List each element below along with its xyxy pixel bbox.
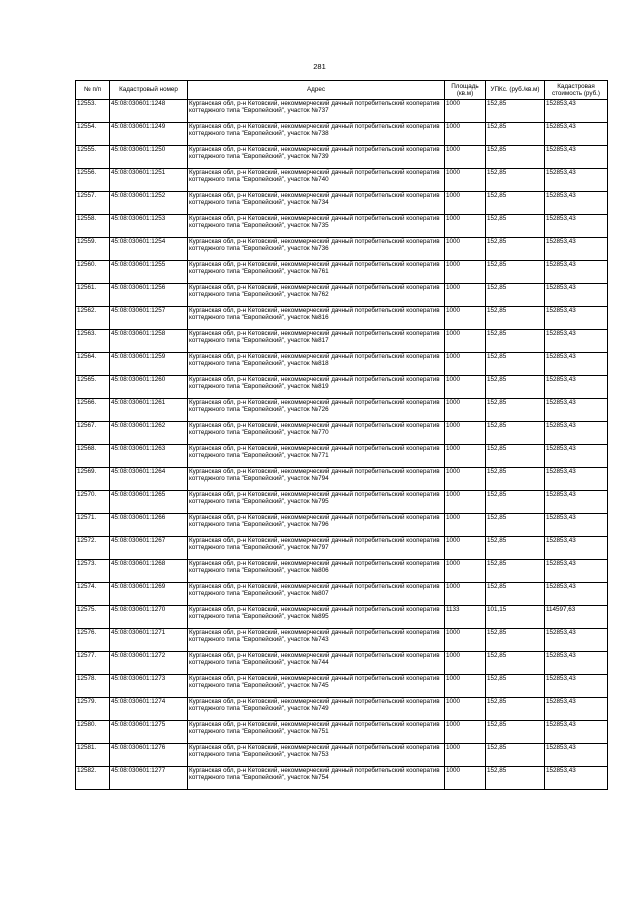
table-header-row	[76, 81, 608, 100]
table-row	[76, 376, 608, 399]
cell-num: 12577.	[76, 652, 110, 675]
cell-area: 1000	[445, 514, 486, 537]
cell-cadastral: 45:08:030601:1253	[110, 215, 188, 238]
header-num: № п/п	[76, 81, 110, 100]
cell-upks: 152,85	[486, 238, 545, 261]
cell-cadastral: 45:08:030601:1274	[110, 698, 188, 721]
cell-area: 1000	[445, 169, 486, 192]
cell-cadastral: 45:08:030601:1259	[110, 353, 188, 376]
cell-num: 12568.	[76, 445, 110, 468]
cell-num: 12554.	[76, 123, 110, 146]
cell-upks: 152,85	[486, 491, 545, 514]
cell-cost: 152853,43	[545, 514, 608, 537]
cell-num: 12571.	[76, 514, 110, 537]
cell-address: Курганская обл, р-н Кетовский, некоммерческий дачный потребительский кооператив коттеджного типа "Европейский", участок №740	[188, 169, 445, 192]
cell-num: 12579.	[76, 698, 110, 721]
cell-address: Курганская обл, р-н Кетовский, некоммерческий дачный потребительский кооператив коттеджного типа "Европейский", участок №754	[188, 767, 445, 790]
cell-num: 12553.	[76, 100, 110, 123]
cell-upks: 152,85	[486, 376, 545, 399]
table-row	[76, 652, 608, 675]
cell-area: 1000	[445, 422, 486, 445]
cell-cadastral: 45:08:030601:1248	[110, 100, 188, 123]
cell-address: Курганская обл, р-н Кетовский, некоммерческий дачный потребительский кооператив коттеджного типа "Европейский", участок №749	[188, 698, 445, 721]
table-row	[76, 215, 608, 238]
cell-cadastral: 45:08:030601:1270	[110, 606, 188, 629]
cell-area: 1000	[445, 238, 486, 261]
cell-cadastral: 45:08:030601:1255	[110, 261, 188, 284]
cell-cadastral: 45:08:030601:1263	[110, 445, 188, 468]
cell-upks: 152,85	[486, 330, 545, 353]
cell-cost: 152853,43	[545, 399, 608, 422]
cell-cost: 152853,43	[545, 123, 608, 146]
cell-cadastral: 45:08:030601:1250	[110, 146, 188, 169]
cell-cadastral: 45:08:030601:1260	[110, 376, 188, 399]
cell-num: 12557.	[76, 192, 110, 215]
cell-area: 1000	[445, 215, 486, 238]
cell-cost: 152853,43	[545, 583, 608, 606]
cell-address: Курганская обл, р-н Кетовский, некоммерческий дачный потребительский кооператив коттеджного типа "Европейский", участок №796	[188, 514, 445, 537]
table-row	[76, 583, 608, 606]
cell-area: 1000	[445, 560, 486, 583]
cell-area: 1000	[445, 721, 486, 744]
cell-cost: 152853,43	[545, 422, 608, 445]
cell-cadastral: 45:08:030601:1271	[110, 629, 188, 652]
cell-cost: 152853,43	[545, 192, 608, 215]
cell-area: 1000	[445, 537, 486, 560]
cell-cadastral: 45:08:030601:1264	[110, 468, 188, 491]
cell-upks: 152,85	[486, 468, 545, 491]
cell-address: Курганская обл, р-н Кетовский, некоммерческий дачный потребительский кооператив коттеджного типа "Европейский", участок №737	[188, 100, 445, 123]
cell-cost: 152853,43	[545, 537, 608, 560]
cell-upks: 152,85	[486, 100, 545, 123]
cell-address: Курганская обл, р-н Кетовский, некоммерческий дачный потребительский кооператив коттеджного типа "Европейский", участок №816	[188, 307, 445, 330]
header-area: Площадь (кв.м)	[445, 81, 486, 100]
cell-address: Курганская обл, р-н Кетовский, некоммерческий дачный потребительский кооператив коттеджного типа "Европейский", участок №735	[188, 215, 445, 238]
cell-cadastral: 45:08:030601:1252	[110, 192, 188, 215]
cell-upks: 152,85	[486, 629, 545, 652]
cell-cadastral: 45:08:030601:1266	[110, 514, 188, 537]
cell-area: 1000	[445, 445, 486, 468]
cell-cadastral: 45:08:030601:1261	[110, 399, 188, 422]
cell-address: Курганская обл, р-н Кетовский, некоммерческий дачный потребительский кооператив коттеджного типа "Европейский", участок №736	[188, 238, 445, 261]
cell-address: Курганская обл, р-н Кетовский, некоммерческий дачный потребительский кооператив коттеджного типа "Европейский", участок №807	[188, 583, 445, 606]
cell-upks: 152,85	[486, 123, 545, 146]
cell-num: 12578.	[76, 675, 110, 698]
cell-upks: 152,85	[486, 583, 545, 606]
cell-address: Курганская обл, р-н Кетовский, некоммерческий дачный потребительский кооператив коттеджного типа "Европейский", участок №819	[188, 376, 445, 399]
cell-cost: 152853,43	[545, 330, 608, 353]
cell-cost: 152853,43	[545, 284, 608, 307]
cell-address: Курганская обл, р-н Кетовский, некоммерческий дачный потребительский кооператив коттеджного типа "Европейский", участок №806	[188, 560, 445, 583]
table-row	[76, 353, 608, 376]
cell-num: 12580.	[76, 721, 110, 744]
cell-upks: 152,85	[486, 169, 545, 192]
table-body	[76, 100, 608, 790]
cell-area: 1000	[445, 100, 486, 123]
cell-address: Курганская обл, р-н Кетовский, некоммерческий дачный потребительский кооператив коттеджного типа "Европейский", участок №794	[188, 468, 445, 491]
cell-cost: 152853,43	[545, 629, 608, 652]
cell-area: 1000	[445, 744, 486, 767]
table-row	[76, 744, 608, 767]
cell-address: Курганская обл, р-н Кетовский, некоммерческий дачный потребительский кооператив коттеджного типа "Европейский", участок №738	[188, 123, 445, 146]
cadastral-table	[75, 80, 608, 790]
cell-upks: 152,85	[486, 767, 545, 790]
cell-address: Курганская обл, р-н Кетовский, некоммерческий дачный потребительский кооператив коттеджного типа "Европейский", участок №726	[188, 399, 445, 422]
cell-address: Курганская обл, р-н Кетовский, некоммерческий дачный потребительский кооператив коттеджного типа "Европейский", участок №751	[188, 721, 445, 744]
cell-num: 12555.	[76, 146, 110, 169]
table-row	[76, 468, 608, 491]
table-row	[76, 192, 608, 215]
cell-cadastral: 45:08:030601:1256	[110, 284, 188, 307]
cell-upks: 152,85	[486, 744, 545, 767]
cell-num: 12570.	[76, 491, 110, 514]
cell-area: 1000	[445, 123, 486, 146]
table-row	[76, 284, 608, 307]
cell-upks: 152,85	[486, 146, 545, 169]
table-row	[76, 537, 608, 560]
cell-cost: 152853,43	[545, 146, 608, 169]
table-row	[76, 238, 608, 261]
cell-cost: 152853,43	[545, 445, 608, 468]
table-row	[76, 146, 608, 169]
cell-num: 12567.	[76, 422, 110, 445]
cell-num: 12569.	[76, 468, 110, 491]
cell-upks: 152,85	[486, 261, 545, 284]
cell-address: Курганская обл, р-н Кетовский, некоммерческий дачный потребительский кооператив коттеджного типа "Европейский", участок №818	[188, 353, 445, 376]
table-row	[76, 100, 608, 123]
table-row	[76, 169, 608, 192]
cell-cadastral: 45:08:030601:1254	[110, 238, 188, 261]
cell-num: 12563.	[76, 330, 110, 353]
cell-cost: 152853,43	[545, 261, 608, 284]
table-row	[76, 514, 608, 537]
cell-area: 1000	[445, 330, 486, 353]
cell-cost: 152853,43	[545, 468, 608, 491]
cell-num: 12564.	[76, 353, 110, 376]
cell-cadastral: 45:08:030601:1273	[110, 675, 188, 698]
cell-cost: 152853,43	[545, 307, 608, 330]
cell-cost: 152853,43	[545, 376, 608, 399]
cell-area: 1000	[445, 767, 486, 790]
cell-num: 12565.	[76, 376, 110, 399]
cell-area: 1000	[445, 376, 486, 399]
table-row	[76, 330, 608, 353]
cell-address: Курганская обл, р-н Кетовский, некоммерческий дачный потребительский кооператив коттеджного типа "Европейский", участок №797	[188, 537, 445, 560]
cell-num: 12559.	[76, 238, 110, 261]
table-row	[76, 491, 608, 514]
cell-upks: 152,85	[486, 514, 545, 537]
cell-area: 1000	[445, 629, 486, 652]
cell-num: 12576.	[76, 629, 110, 652]
cell-area: 1000	[445, 399, 486, 422]
cell-address: Курганская обл, р-н Кетовский, некоммерческий дачный потребительский кооператив коттеджного типа "Европейский", участок №734	[188, 192, 445, 215]
table-row	[76, 261, 608, 284]
cell-area: 1000	[445, 491, 486, 514]
cell-upks: 152,85	[486, 399, 545, 422]
cell-cadastral: 45:08:030601:1262	[110, 422, 188, 445]
header-cadastral: Кадастровый номер	[110, 81, 188, 100]
table-row	[76, 445, 608, 468]
cell-cost: 152853,43	[545, 100, 608, 123]
table-row	[76, 422, 608, 445]
cell-upks: 152,85	[486, 422, 545, 445]
cell-address: Курганская обл, р-н Кетовский, некоммерческий дачный потребительский кооператив коттеджного типа "Европейский", участок №771	[188, 445, 445, 468]
cell-cost: 114597,63	[545, 606, 608, 629]
cell-address: Курганская обл, р-н Кетовский, некоммерческий дачный потребительский кооператив коттеджного типа "Европейский", участок №743	[188, 629, 445, 652]
table-row	[76, 399, 608, 422]
cell-area: 1000	[445, 353, 486, 376]
cell-area: 1000	[445, 652, 486, 675]
cell-cost: 152853,43	[545, 675, 608, 698]
table-row	[76, 606, 608, 629]
cell-address: Курганская обл, р-н Кетовский, некоммерческий дачный потребительский кооператив коттеджного типа "Европейский", участок №761	[188, 261, 445, 284]
cell-cost: 152853,43	[545, 353, 608, 376]
cell-upks: 152,85	[486, 445, 545, 468]
cell-cadastral: 45:08:030601:1258	[110, 330, 188, 353]
cell-address: Курганская обл, р-н Кетовский, некоммерческий дачный потребительский кооператив коттеджного типа "Европейский", участок №770	[188, 422, 445, 445]
header-cost: Кадастровая стоимость (руб.)	[545, 81, 608, 100]
cell-upks: 152,85	[486, 215, 545, 238]
cell-area: 1000	[445, 307, 486, 330]
cell-upks: 152,85	[486, 284, 545, 307]
cell-address: Курганская обл, р-н Кетовский, некоммерческий дачный потребительский кооператив коттеджного типа "Европейский", участок №795	[188, 491, 445, 514]
cell-address: Курганская обл, р-н Кетовский, некоммерческий дачный потребительский кооператив коттеджного типа "Европейский", участок №762	[188, 284, 445, 307]
cell-address: Курганская обл, р-н Кетовский, некоммерческий дачный потребительский кооператив коттеджного типа "Европейский", участок №739	[188, 146, 445, 169]
cell-area: 1000	[445, 146, 486, 169]
cell-area: 1133	[445, 606, 486, 629]
cell-upks: 152,85	[486, 721, 545, 744]
table-row	[76, 307, 608, 330]
cell-num: 12573.	[76, 560, 110, 583]
cell-address: Курганская обл, р-н Кетовский, некоммерческий дачный потребительский кооператив коттеджного типа "Европейский", участок №895	[188, 606, 445, 629]
cell-num: 12560.	[76, 261, 110, 284]
cell-num: 12558.	[76, 215, 110, 238]
table-row	[76, 767, 608, 790]
cell-area: 1000	[445, 675, 486, 698]
cell-num: 12556.	[76, 169, 110, 192]
cell-cost: 152853,43	[545, 238, 608, 261]
cell-cadastral: 45:08:030601:1277	[110, 767, 188, 790]
cell-cost: 152853,43	[545, 721, 608, 744]
cell-cadastral: 45:08:030601:1276	[110, 744, 188, 767]
cell-cadastral: 45:08:030601:1249	[110, 123, 188, 146]
cell-num: 12582.	[76, 767, 110, 790]
cell-upks: 152,85	[486, 698, 545, 721]
cell-cost: 152853,43	[545, 698, 608, 721]
cell-upks: 152,85	[486, 353, 545, 376]
cell-num: 12562.	[76, 307, 110, 330]
cell-upks: 152,85	[486, 307, 545, 330]
cell-address: Курганская обл, р-н Кетовский, некоммерческий дачный потребительский кооператив коттеджного типа "Европейский", участок №745	[188, 675, 445, 698]
cell-address: Курганская обл, р-н Кетовский, некоммерческий дачный потребительский кооператив коттеджного типа "Европейский", участок №817	[188, 330, 445, 353]
cell-num: 12561.	[76, 284, 110, 307]
cell-area: 1000	[445, 583, 486, 606]
table-row	[76, 698, 608, 721]
cell-cadastral: 45:08:030601:1272	[110, 652, 188, 675]
cell-area: 1000	[445, 468, 486, 491]
cell-cost: 152853,43	[545, 215, 608, 238]
cell-area: 1000	[445, 261, 486, 284]
cell-cadastral: 45:08:030601:1269	[110, 583, 188, 606]
cell-cadastral: 45:08:030601:1265	[110, 491, 188, 514]
cell-num: 12575.	[76, 606, 110, 629]
cell-upks: 152,85	[486, 652, 545, 675]
cell-address: Курганская обл, р-н Кетовский, некоммерческий дачный потребительский кооператив коттеджного типа "Европейский", участок №744	[188, 652, 445, 675]
cell-upks: 152,85	[486, 675, 545, 698]
cell-cost: 152853,43	[545, 744, 608, 767]
cell-cost: 152853,43	[545, 169, 608, 192]
cell-cadastral: 45:08:030601:1251	[110, 169, 188, 192]
cell-area: 1000	[445, 192, 486, 215]
table-row	[76, 675, 608, 698]
cell-cadastral: 45:08:030601:1275	[110, 721, 188, 744]
cell-upks: 152,85	[486, 192, 545, 215]
cell-num: 12572.	[76, 537, 110, 560]
cell-cost: 152853,43	[545, 491, 608, 514]
header-address: Адрес	[188, 81, 445, 100]
cell-num: 12566.	[76, 399, 110, 422]
cell-upks: 152,85	[486, 537, 545, 560]
cell-cadastral: 45:08:030601:1268	[110, 560, 188, 583]
cell-address: Курганская обл, р-н Кетовский, некоммерческий дачный потребительский кооператив коттеджного типа "Европейский", участок №753	[188, 744, 445, 767]
cell-area: 1000	[445, 698, 486, 721]
table-row	[76, 629, 608, 652]
cell-upks: 101,15	[486, 606, 545, 629]
cell-area: 1000	[445, 284, 486, 307]
cell-num: 12574.	[76, 583, 110, 606]
cell-upks: 152,85	[486, 560, 545, 583]
table-row	[76, 721, 608, 744]
page-number: 281	[313, 62, 326, 71]
table-row	[76, 123, 608, 146]
cell-num: 12581.	[76, 744, 110, 767]
cell-cadastral: 45:08:030601:1257	[110, 307, 188, 330]
cell-cost: 152853,43	[545, 560, 608, 583]
cell-cadastral: 45:08:030601:1267	[110, 537, 188, 560]
header-upks: УПКс. (руб./кв.м)	[486, 81, 545, 100]
cell-cost: 152853,43	[545, 767, 608, 790]
cell-cost: 152853,43	[545, 652, 608, 675]
table-row	[76, 560, 608, 583]
